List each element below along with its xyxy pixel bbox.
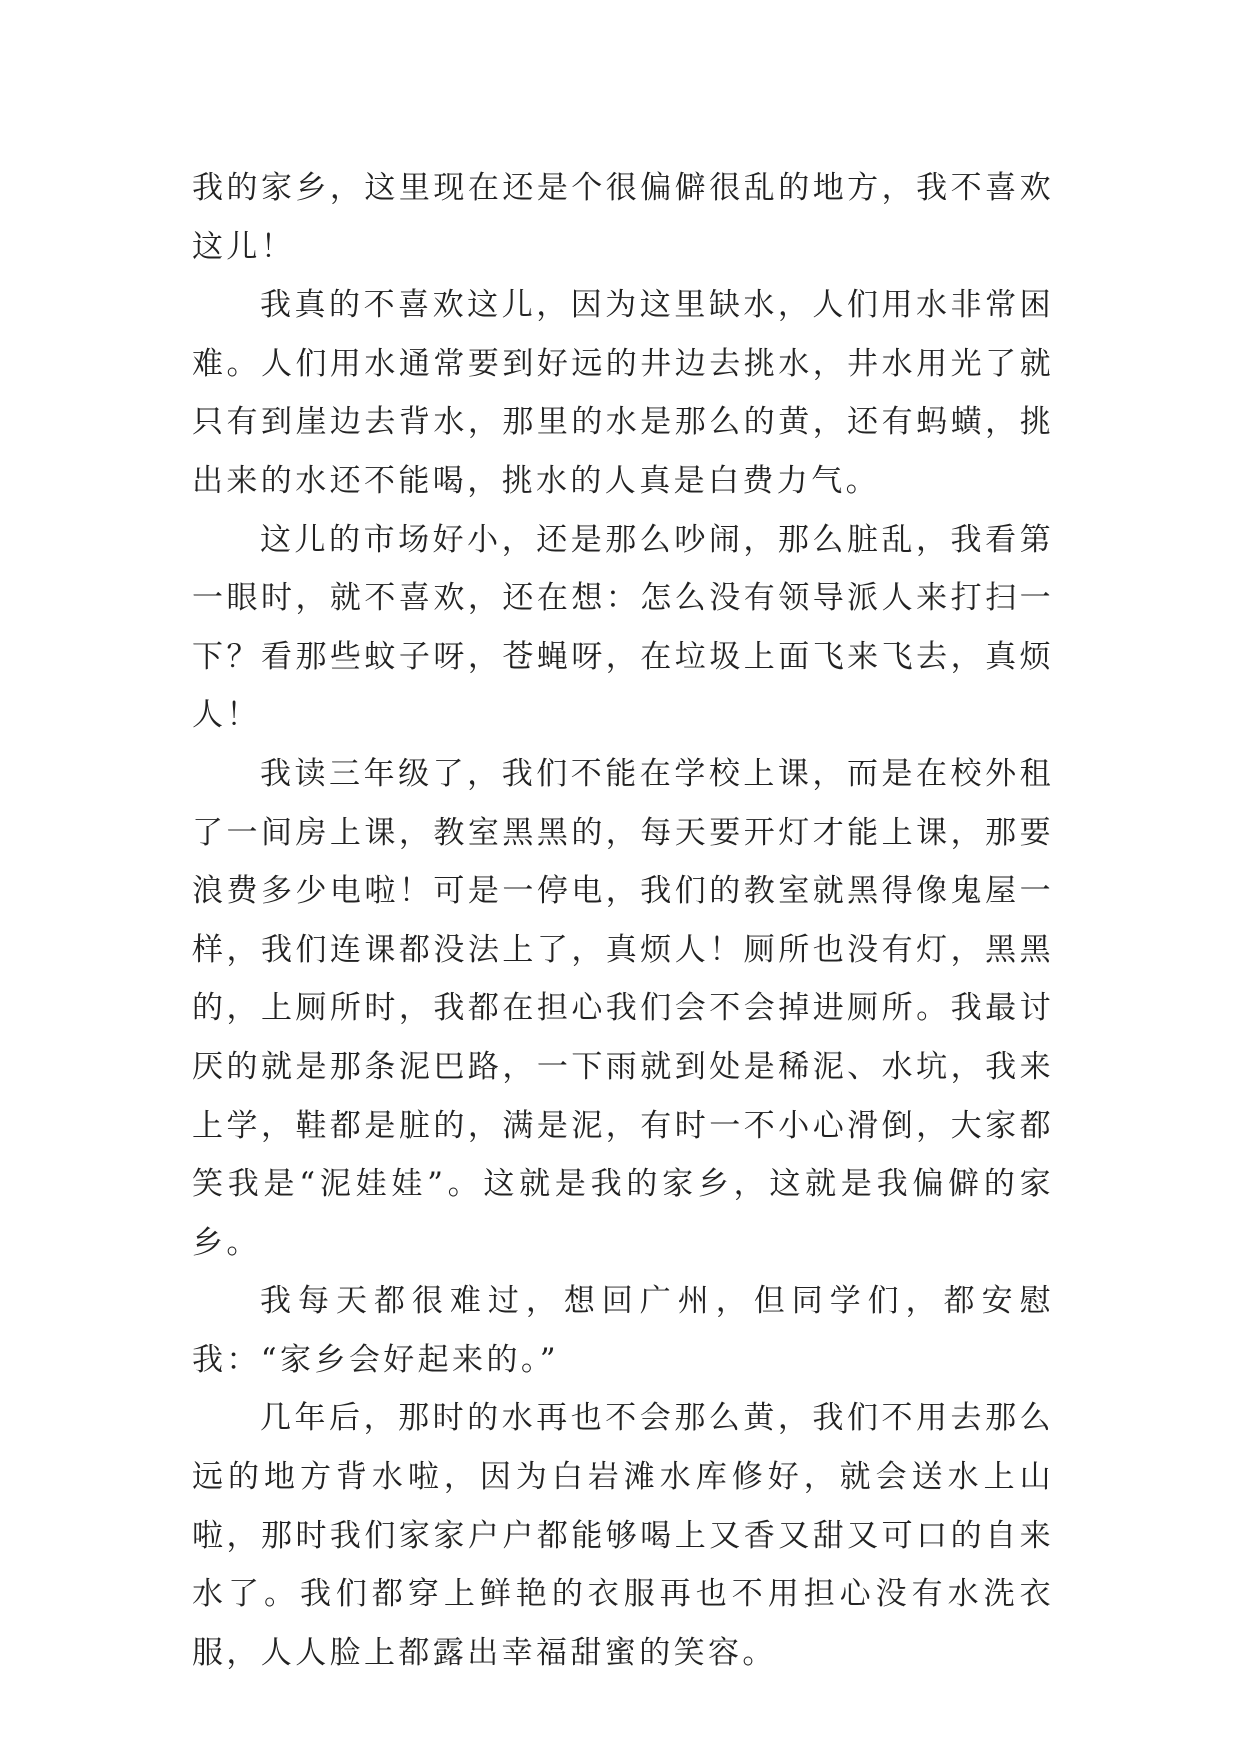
paragraph-2: 我真的不喜欢这儿，因为这里缺水，人们用水非常困难。人们用水通常要到好远的井边去挑水，井水用光了就只有到崖边去背水，那里的水是那么的黄，还有蚂蟥，挑出来的水还不能喝，挑水的人真是白费力气。 — [192, 287, 1054, 499]
paragraph-1: 我的家乡，这里现在还是个很偏僻很乱的地方，我不喜欢这儿！ — [192, 170, 1054, 265]
essay-body — [192, 159, 1054, 1682]
paragraph-4: 我读三年级了，我们不能在学校上课，而是在校外租了一间房上课，教室黑黑的，每天要开灯才能上课，那要浪费多少电啦！可是一停电，我们的教室就黑得像鬼屋一样，我们连课都没法上了，真烦人！厕所也没有灯，黑黑的，上厕所时，我都在担心我们会不会掉进厕所。我最讨厌的就是那条泥巴路，一下雨就到处是稀泥、水坑，我来上学，鞋都是脏的，满是泥，有时一不小心滑倒，大家都笑我是“泥娃娃”。这就是我的家乡，这就是我偏僻的家乡。 — [192, 755, 1054, 1261]
paragraph-3: 这儿的市场好小，还是那么吵闹，那么脏乱，我看第一眼时，就不喜欢，还在想：怎么没有领导派人来打扫一下？看那些蚊子呀，苍蝇呀，在垃圾上面飞来飞去，真烦人！ — [192, 521, 1054, 734]
paragraph-6: 几年后，那时的水再也不会那么黄，我们不用去那么远的地方背水啦，因为白岩滩水库修好，就会送水上山啦，那时我们家家户户都能够喝上又香又甜又可口的自来水了。我们都穿上鲜艳的衣服再也不用担心没有水洗衣服，人人脸上都露出幸福甜蜜的笑容。 — [192, 1400, 1054, 1671]
paragraph-5: 我每天都很难过，想回广州，但同学们，都安慰我：“家乡会好起来的。” — [192, 1283, 1054, 1378]
